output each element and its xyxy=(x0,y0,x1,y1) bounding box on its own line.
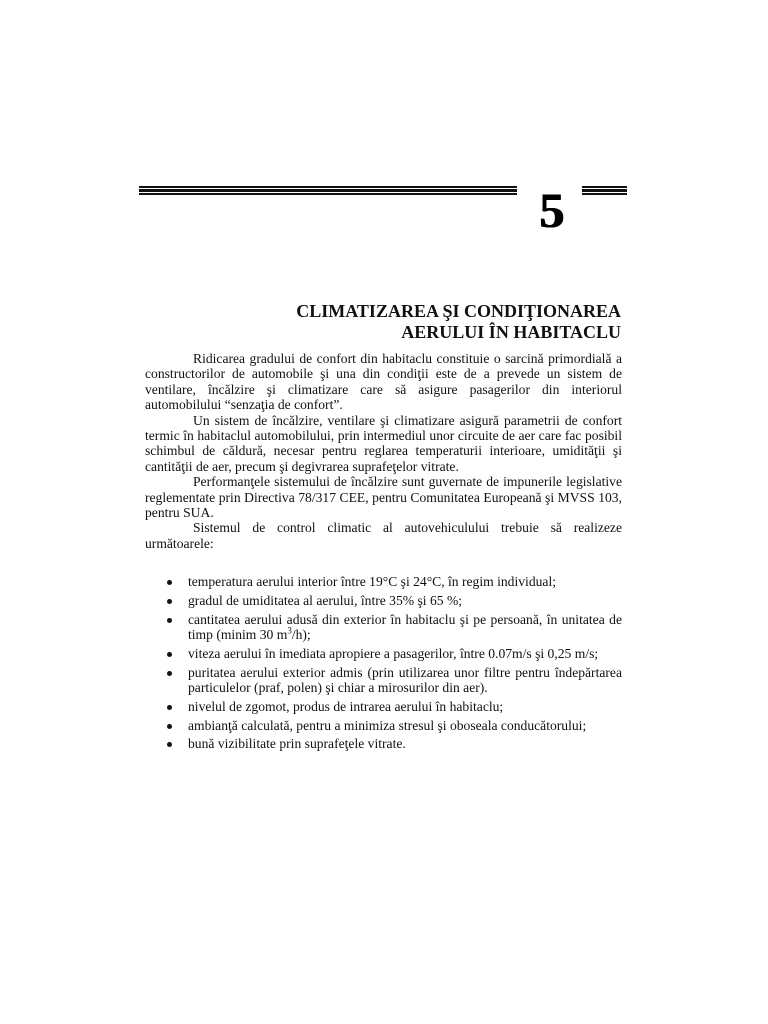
list-item-text: nivelul de zgomot, produs de intrarea aerului în habitaclu; xyxy=(188,698,504,714)
bullet-icon xyxy=(167,618,172,623)
list-item-text: puritatea aerului exterior admis (prin utilizarea unor filtre pentru îndepărtarea particulelor (praf, polen) şi chiar a mirosurilor din aer). xyxy=(188,664,622,695)
chapter-rule-left xyxy=(139,186,517,195)
list-item-text: viteza aerului în imediata apropiere a pasagerilor, între 0.07m/s şi 0,25 m/s; xyxy=(188,645,599,661)
list-item-text: gradul de umiditatea al aerului, între 35% şi 65 %; xyxy=(188,592,463,608)
list-item xyxy=(166,699,622,714)
list-item-text: ambianţă calculată, pentru a minimiza stresul şi oboseala conducătorului; xyxy=(188,717,587,733)
chapter-title-line-1: CLIMATIZAREA ŞI CONDIŢIONAREA xyxy=(296,301,621,321)
chapter-title-line-2: AERULUI ÎN HABITACLU xyxy=(401,322,621,342)
list-item-text: bună vizibilitate prin suprafeţele vitrate. xyxy=(188,736,406,752)
paragraph: Performanţele sistemului de încălzire sunt guvernate de impunerile legislative reglementate prin Directiva 78/317 CEE, pentru Comunitatea Europeană şi MVSS 103, pentru SUA. xyxy=(145,474,622,521)
list-item xyxy=(166,612,622,643)
chapter-number: 5 xyxy=(539,182,565,238)
paragraph: Sistemul de control climatic al autovehiculului trebuie să realizeze următoarele: xyxy=(145,520,622,551)
bullet-icon xyxy=(167,599,172,604)
paragraph: Un sistem de încălzire, ventilare şi climatizare asigură parametrii de confort termic în habitaclul automobilului, prin intermediul unor circuite de aer care fac posibil schimbul de căldură, necesar pentru reglarea temperaturii interioare, umidităţii şi cantităţii de aer, precum şi degivrarea suprafeţelor vitrate. xyxy=(145,412,622,474)
bullet-icon xyxy=(167,705,172,710)
list-item xyxy=(166,736,622,751)
bullet-icon xyxy=(167,671,172,676)
list-item-text: cantitatea aerului adusă din exterior în habitaclu şi pe persoană, în unitatea de timp (minim 30 $m^3/h$); xyxy=(188,611,622,642)
list-item xyxy=(166,593,622,608)
body-text xyxy=(145,351,622,551)
bullet-icon xyxy=(167,742,172,747)
list-item xyxy=(166,665,622,696)
list-item xyxy=(166,646,622,661)
chapter-rule-right xyxy=(582,186,627,195)
bullet-icon xyxy=(167,652,172,657)
list-item-text: temperatura aerului interior între 19°C şi 24°C, în regim individual; xyxy=(188,574,557,589)
bullet-icon xyxy=(167,724,172,729)
list-item xyxy=(166,718,622,733)
bullet-icon xyxy=(167,580,172,585)
requirements-list xyxy=(166,574,622,755)
paragraph: Ridicarea gradului de confort din habitaclu constituie o sarcină primordială a constructorilor de automobile şi una din condiţii este de a prevede un sistem de ventilare, încălzire şi climatizare care să asigure pasagerilor din interiorul automobilului “senzaţia de confort”. xyxy=(145,351,622,413)
list-item xyxy=(166,574,622,589)
